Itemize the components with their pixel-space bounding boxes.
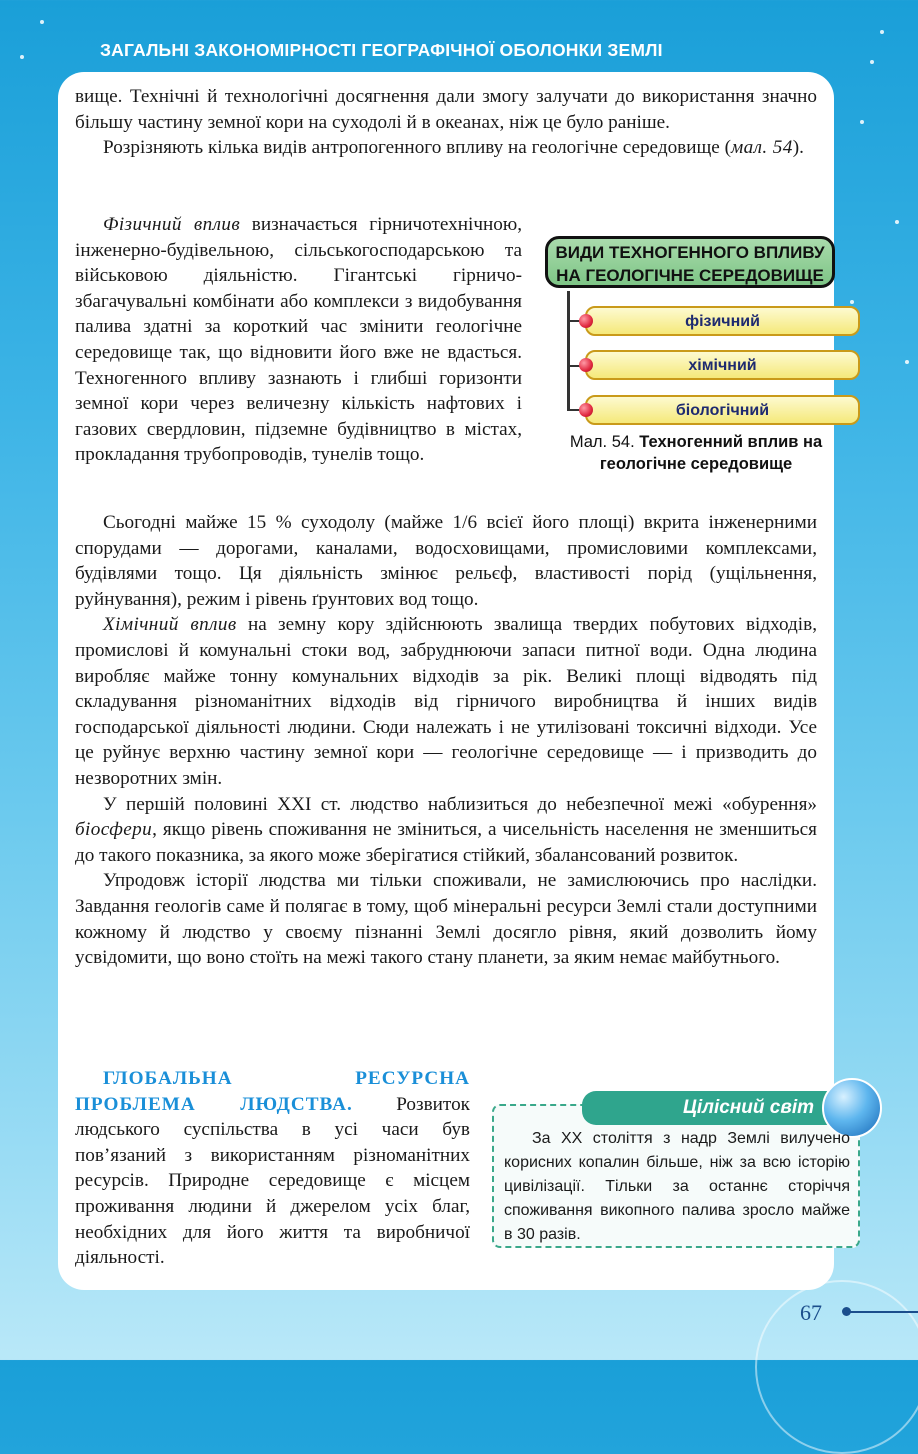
caption-prefix: Мал. 54.: [569, 433, 635, 451]
diagram-title-line: ВИДИ ТЕХНОГЕННОГО ВПЛИВУ: [555, 243, 825, 262]
diagram-item-chemical: хімічний: [585, 350, 860, 380]
paragraph: Упродовж історії людства ми тільки споживали, не замислюючись про наслідки. Завдання геологів саме й полягає в тому, щоб мінеральні ресурси Землі стали доступними кожному й людство у своєму пізнанні Землі досягло рівня, який дозволить йому усвідомити, що воно стоїть на межі такого стану планети, за яким немає майбутнього.: [75, 870, 817, 969]
diagram-title-line: НА ГЕОЛОГІЧНЕ СЕРЕДОВИЩЕ: [556, 266, 824, 285]
diagram-item-physical: фізичний: [585, 306, 860, 336]
paragraph-text: ).: [792, 137, 804, 159]
sparkle-decoration: [895, 220, 899, 224]
page-number-line: [848, 1311, 918, 1313]
bullet-dot-icon: [579, 403, 593, 417]
globe-decoration: [755, 1280, 918, 1454]
term-italic: Фізичний вплив: [103, 214, 241, 235]
paragraph-text: на земну кору здійснюють звалища твердих побутових відходів, промислові й комунальні стоки вод, забруднюючи запаси питної води. Одна людина виробляє майже тонну комунальних відходів за рік. Великі площі відводять під складування різноманітних відходів від гірничого виробництва й інших видів господарської діяльності людини. Сюди належать і не утилізовані токсичні відходи. Усе це руйнує верхню частину земної кори — геологічне середовище — і призводить до незворотних змін.: [75, 614, 817, 789]
intro-text: [75, 84, 817, 161]
paragraph-text: , якщо рівень споживання не зміниться, а чисельність населення не зменшиться до такого показника, за якого може зберігатися стійкий, збалансований розвиток.: [75, 819, 817, 866]
section-subheading: ГЛОБАЛЬНА РЕСУРСНА ПРОБЛЕМА ЛЮДСТВА.: [75, 1068, 470, 1115]
paragraph: [75, 792, 817, 869]
term-italic: Хімічний вплив: [103, 614, 237, 636]
fact-box-text: [504, 1127, 850, 1247]
paragraph-text: визначається гірничотехнічною, інженерно-будівельною, сільськогосподарською та військовою діяльністю. Гігантські гірничо-збагачувальні комбінати або комплекси з видобування палива здатні за короткий час змінити геологічне середовище так, що відновити його вже не вдасться. Техногенного впливу зазнають і глибші горизонти земної кори через величезну кількість нафтових і газових свердловин, підземне будівництво в містах, прокладання трубопроводів, тунелів тощо.: [75, 214, 522, 466]
paragraph: вище. Технічні й технологічні досягнення дали змогу залучати до використання значно більшу частину земної кори на суходолі й в океанах, ніж це було раніше.: [75, 86, 817, 133]
paragraph-text: Розрізняють кілька видів антропогенного впливу на геологічне середовище (: [103, 137, 731, 159]
section-header: ЗАГАЛЬНІ ЗАКОНОМІРНОСТІ ГЕОГРАФІЧНОЇ ОБОЛОНКИ ЗЕМЛІ: [100, 40, 663, 60]
sparkle-decoration: [40, 20, 44, 24]
term-italic: біосфери: [75, 819, 153, 841]
diagram-connector: [567, 291, 570, 409]
figure-caption: [546, 431, 846, 475]
bullet-dot-icon: [579, 314, 593, 328]
paragraph: [75, 612, 817, 791]
fact-box-paragraph: За XX століття з надр Землі вилучено корисних копалин більше, ніж за всю історію цивілізації. Тільки за останнє сторіччя споживання викопного палива зросло майже в 30 разів.: [504, 1130, 850, 1243]
paragraph-text: У першій половині XXI ст. людство наблизиться до небезпечної межі «обурення»: [103, 793, 817, 815]
bullet-dot-icon: [579, 358, 593, 372]
figure-reference: мал. 54: [731, 137, 793, 159]
resource-problem-text: [75, 1066, 470, 1271]
sparkle-decoration: [905, 360, 909, 364]
sparkle-decoration: [860, 120, 864, 124]
paragraph: [75, 1066, 470, 1271]
sparkle-decoration: [870, 60, 874, 64]
fact-box-title: Цілісний світ: [582, 1091, 840, 1125]
paragraph: [75, 135, 817, 161]
page-number: 67: [800, 1300, 822, 1325]
physical-influence-text: [75, 212, 522, 468]
sparkle-decoration: [20, 55, 24, 59]
diagram-title: [545, 236, 835, 288]
paragraph: Сьогодні майже 15 % суходолу (майже 1/6 всієї його площі) вкрита інженерними спорудами — дорогами, каналами, водосховищами, промисловими комплексами, будівлями тощо. Ця діяльність змінює рельєф, властивості порід (ущільнення, руйнування), режим і рівень ґрунтових вод тощо.: [75, 512, 817, 610]
paragraph: [75, 212, 522, 468]
sparkle-decoration: [880, 30, 884, 34]
main-text: [75, 510, 817, 971]
caption-title: Техногенний вплив на геологічне середовище: [599, 433, 823, 473]
paragraph-text: Розвиток людського суспільства в усі часи був пов’язаний з використанням різноманітних ресурсів. Природне середовище є місцем проживання людини й джерелом усіх благ, необхідних для його життя та виробничої діяльності.: [75, 1093, 470, 1269]
diagram-item-biological: біологічний: [585, 395, 860, 425]
